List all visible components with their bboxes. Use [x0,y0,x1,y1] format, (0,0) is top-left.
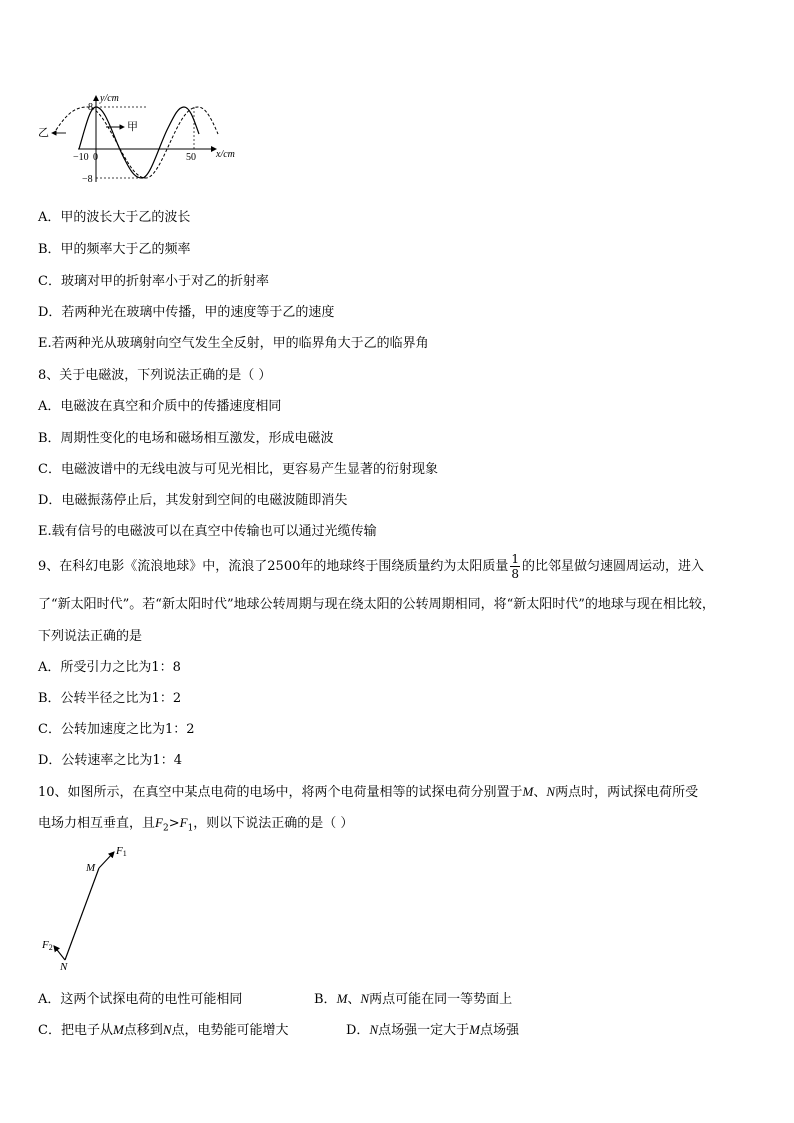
q10-gt: > [168,816,180,831]
q9-frac-den: 8 [511,567,519,581]
q10-d-prefix: D． [346,1023,370,1038]
q10-option-a: A．这两个试探电荷的电性可能相同 [38,992,243,1007]
q10-b-sep: 、 [347,992,361,1007]
fig-f1-label: F1 [116,845,127,858]
q10-c-prefix: C．把电子从 [38,1023,113,1038]
q10-b-prefix: B． [314,992,337,1007]
q10-c-text: 点，电势能可能增大 [171,1023,289,1038]
q9-stem-part2: 的比邻星做匀速圆周运动，进入 [522,559,705,574]
f1-arrow [99,852,114,868]
q7-option-b: B．甲的频率大于乙的频率 [38,242,191,257]
q9-option-d: D．公转速率之比为1：4 [38,753,182,768]
q10-f2-sub: 2 [162,823,169,834]
q10-b-m: M [336,991,348,1006]
q9-stem-line3: 下列说法正确的是 [38,629,143,644]
q9-fraction [510,552,520,581]
q8-option-e: E.载有信号的电磁波可以在真空中传输也可以通过光缆传输 [38,524,377,539]
q10-d-text: 点场强 [479,1023,519,1038]
q9-frac-num: 1 [511,552,519,566]
q10-c-n: N [162,1022,172,1037]
wave-jia-label: 甲 [127,121,138,133]
field-figure [36,838,146,973]
q10-point-m: M [522,784,534,799]
q8-option-a: A．电磁波在真空和介质中的传播速度相同 [38,399,282,414]
q7-option-a: A．甲的波长大于乙的波长 [38,210,191,225]
q10-point-n: N [546,784,556,799]
q9-stem-line2: 了“新太阳时代”。若“新太阳时代”地球公转周期与现在绕太阳的公转周期相同，将“新太阳时代”的地球与现在相比较， [38,597,715,612]
wave-jia-curve [79,107,199,178]
q9-stem-line1 [38,552,704,581]
q10-option-d [346,1019,519,1038]
q10-stem-line2 [38,812,353,834]
q7-option-d: D．若两种光在玻璃中传播，甲的速度等于乙的速度 [38,305,335,320]
q8-option-b: B．周期性变化的电场和磁场相互激发，形成电磁波 [38,431,334,446]
q10-d-n: N [369,1022,379,1037]
x-zero-label: 0 [93,152,98,163]
q10-stem-text-c: 电场力相互垂直，且 [38,816,156,831]
x-neg-label: −10 [73,152,89,163]
x-50-label: 50 [186,152,196,163]
q10-sep: 、 [533,785,547,800]
y-max-label: 8 [88,102,93,113]
mn-line [65,868,99,960]
q10-b-n: N [360,991,370,1006]
q10-d-m: M [469,1022,480,1037]
wave-figure [36,90,246,186]
q10-f1-sub: 1 [187,823,194,834]
q10-d-mid: 点场强一定大于 [378,1023,470,1038]
q10-stem-text-a: 10、如图所示，在真空中某点电荷的电场中，将两个电荷量相等的试探电荷分别置于 [38,785,523,800]
q10-option-b [314,988,512,1007]
f2-arrow [54,946,65,960]
q10-f2: F [155,815,163,830]
q10-c-m: M [112,1022,124,1037]
q8-option-d: D．电磁振荡停止后，其发射到空间的电磁波随即消失 [38,493,348,508]
q9-option-c: C．公转加速度之比为1：2 [38,722,195,737]
fig-f2-label: F2 [42,939,53,952]
fig-n-label: N [60,961,68,973]
q8-stem: 8、关于电磁波，下列说法正确的是（ ） [38,368,272,383]
q10-c-mid: 点移到 [123,1023,163,1038]
q8-option-c: C．电磁波谱中的无线电波与可见光相比，更容易产生显著的衍射现象 [38,462,438,477]
y-axis-label: y/cm [100,93,119,104]
q9-option-b: B．公转半径之比为1：2 [38,691,182,706]
q10-stem-line1 [38,781,698,800]
q7-option-c: C．玻璃对甲的折射率小于对乙的折射率 [38,274,269,289]
q9-option-a: A．所受引力之比为1：8 [38,660,181,675]
wave-yi-label: 乙 [38,127,49,139]
x-axis-label: x/cm [216,149,235,160]
q10-stem-text-d: ，则以下说法正确的是（ ） [193,816,354,831]
q10-f1: F [179,815,188,830]
q10-b-text: 两点可能在同一等势面上 [369,992,513,1007]
y-min-label: −8 [82,174,93,185]
q10-stem-text-b: 两点时，两试探电荷所受 [555,785,699,800]
fig-m-label: M [86,862,96,874]
q10-option-c [38,1019,289,1038]
q9-stem-part1: 9、在科幻电影《流浪地球》中，流浪了2500年的地球终于围绕质量约为太阳质量 [38,559,509,574]
q7-option-e: E.若两种光从玻璃射向空气发生全反射，甲的临界角大于乙的临界角 [38,336,429,351]
